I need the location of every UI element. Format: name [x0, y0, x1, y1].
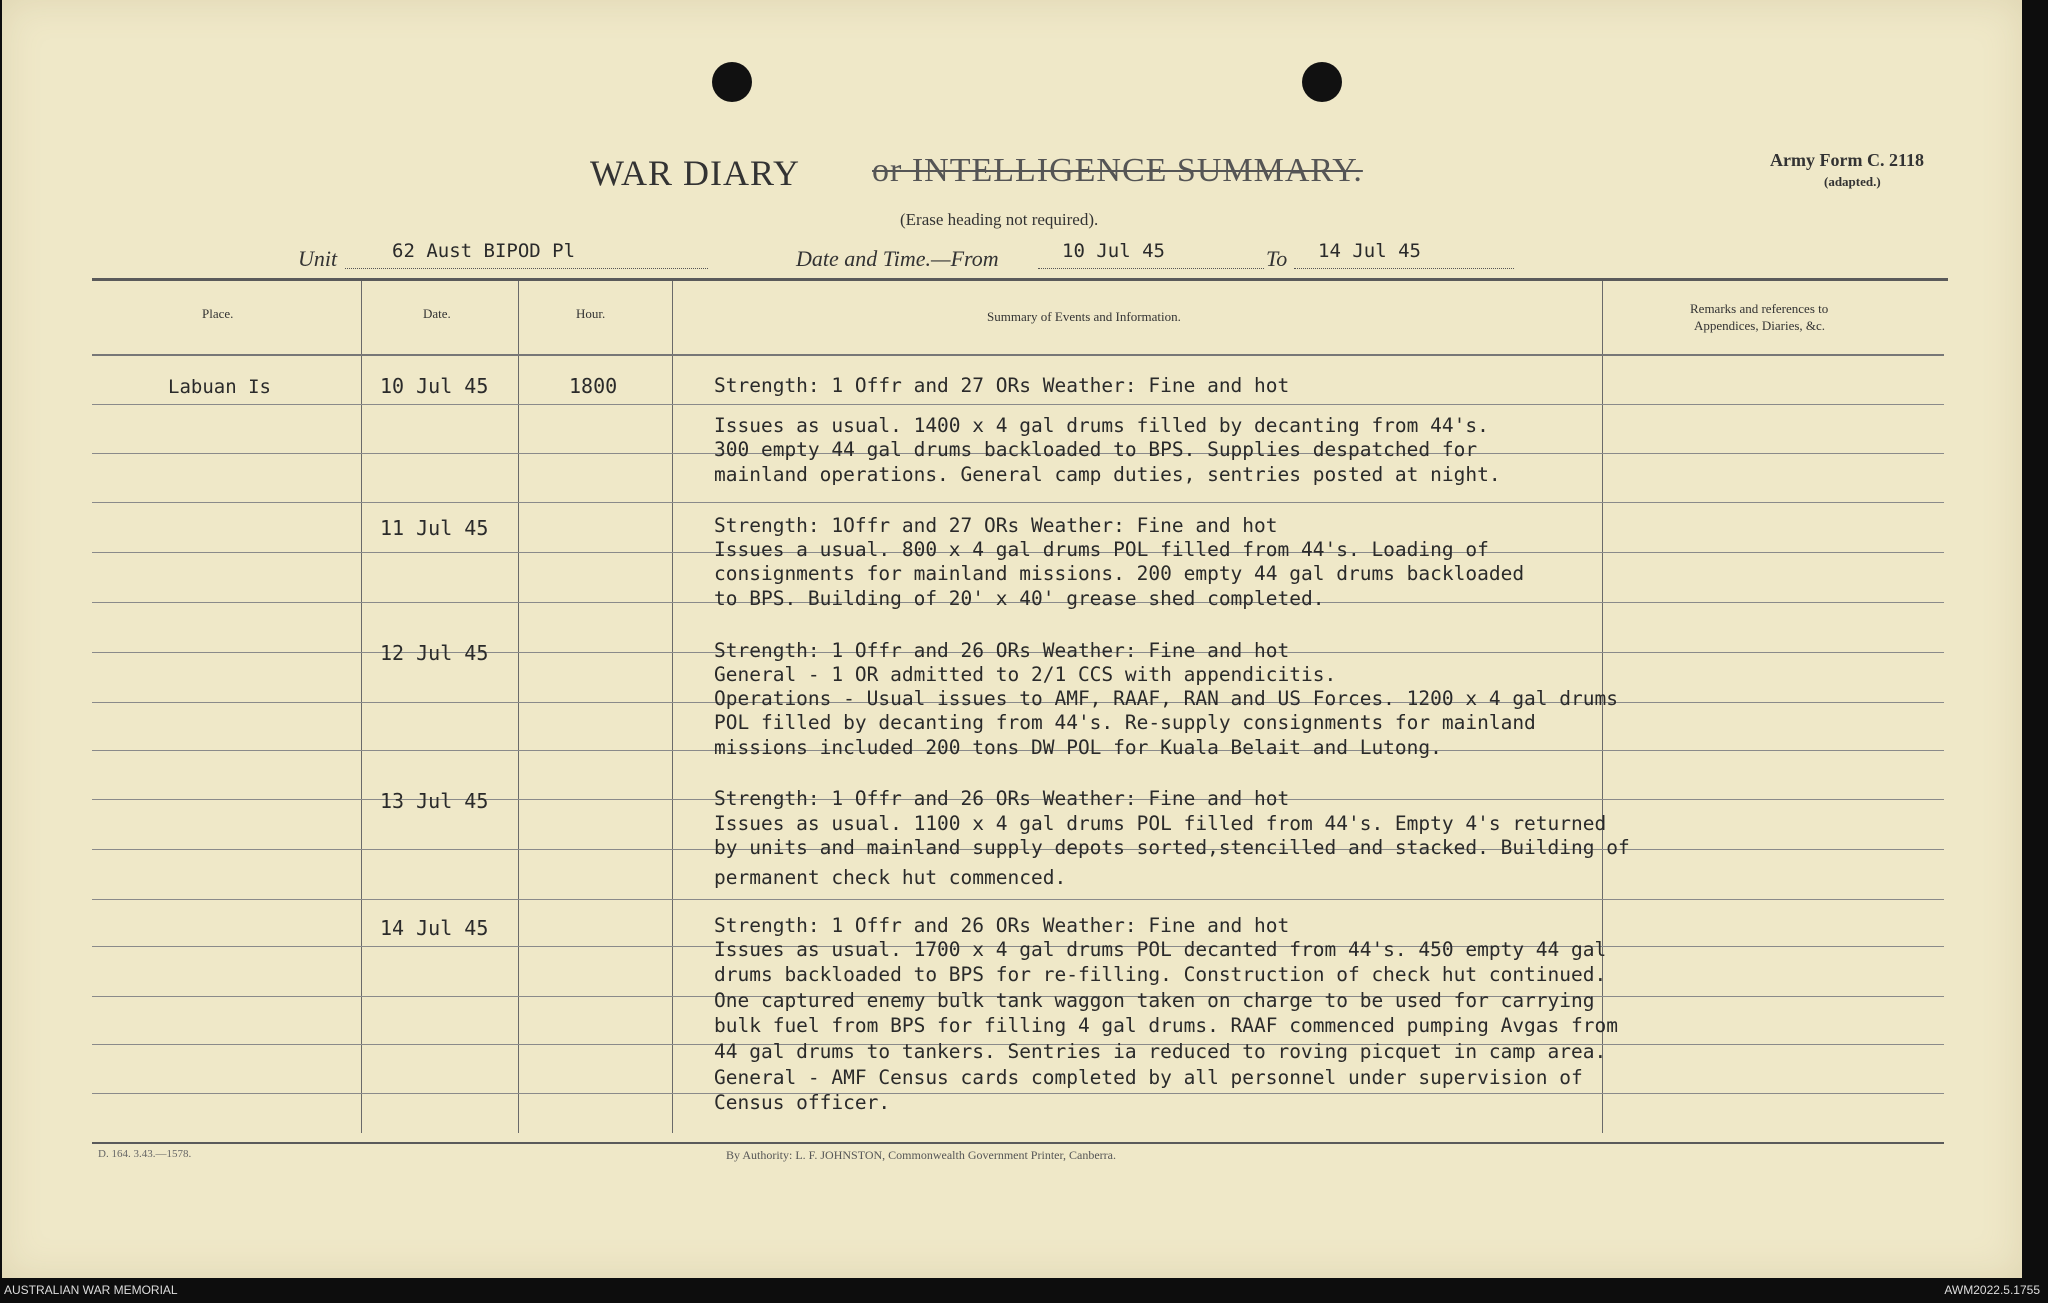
- date-from-value: 10 Jul 45: [1062, 240, 1165, 262]
- archive-accession-number: AWM2022.5.1755: [1944, 1283, 2040, 1297]
- entry-line: General - 1 OR admitted to 2/1 CCS with appendicitis.: [714, 663, 1337, 686]
- entry-date: 13 Jul 45: [380, 789, 489, 813]
- entry-line: POL filled by decanting from 44's. Re-supply consignments for mainland: [714, 711, 1536, 734]
- entry-line: Strength: 1 Offr and 26 ORs Weather: Fine and hot: [714, 639, 1290, 662]
- table-top-rule: [92, 278, 1948, 281]
- ruled-line: [92, 899, 1944, 900]
- date-from-underline: [1038, 268, 1264, 269]
- entry-line: Issues a usual. 800 x 4 gal drums POL filled from 44's. Loading of: [714, 538, 1489, 561]
- column-header-date: Date.: [423, 306, 451, 321]
- entry-line: 44 gal drums to tankers. Sentries ia reduced to roving picquet in camp area.: [714, 1040, 1607, 1063]
- date-to-label: To: [1266, 246, 1288, 271]
- entry-line: Issues as usual. 1400 x 4 gal drums filled by decanting from 44's.: [714, 414, 1489, 437]
- entry-line: mainland operations. General camp duties, sentries posted at night.: [714, 463, 1501, 486]
- entry-line: One captured enemy bulk tank waggon taken on charge to be used for carrying: [714, 989, 1595, 1012]
- entry-line: General - AMF Census cards completed by all personnel under supervision of: [714, 1066, 1583, 1089]
- title-intelligence-summary-struck: or INTELLIGENCE SUMMARY.: [872, 152, 1363, 189]
- date-to-value: 14 Jul 45: [1318, 240, 1421, 262]
- entry-line: Issues as usual. 1700 x 4 gal drums POL decanted from 44's. 450 empty 44 gal: [714, 938, 1607, 961]
- entry-date: 12 Jul 45: [380, 641, 489, 665]
- unit-underline: [345, 268, 708, 269]
- army-form-adapted: (adapted.): [1824, 174, 1881, 189]
- date-to-underline: [1294, 268, 1514, 269]
- heading-erase-note: (Erase heading not required).: [900, 210, 1099, 229]
- entry-line: 300 empty 44 gal drums backloaded to BPS. Supplies despatched for: [714, 438, 1478, 461]
- column-header-place: Place.: [202, 306, 234, 321]
- ruled-line: [92, 1093, 1944, 1094]
- column-header-summary: Summary of Events and Information.: [987, 309, 1181, 324]
- entry-line: to BPS. Building of 20' x 40' grease shed completed.: [714, 587, 1325, 610]
- archive-source-label: AUSTRALIAN WAR MEMORIAL: [4, 1283, 178, 1297]
- entry-line: Census officer.: [714, 1091, 891, 1114]
- column-divider-place: [361, 281, 362, 1133]
- unit-label: Unit: [298, 246, 338, 271]
- table-bottom-rule: [92, 1142, 1944, 1144]
- column-header-remarks-line2: Appendices, Diaries, &c.: [1694, 318, 1826, 333]
- title-war-diary: WAR DIARY: [590, 153, 801, 193]
- entry-line: by units and mainland supply depots sorted,stencilled and stacked. Building of: [714, 836, 1630, 859]
- diary-page: [2, 0, 2022, 1278]
- entry-line: bulk fuel from BPS for filling 4 gal drums. RAAF commenced pumping Avgas from: [714, 1014, 1618, 1037]
- entry-date: 11 Jul 45: [380, 516, 489, 540]
- ruled-line: [92, 354, 1944, 356]
- punch-hole-right: [1302, 62, 1342, 102]
- entry-line: drums backloaded to BPS for re-filling. Construction of check hut continued.: [714, 963, 1607, 986]
- entry-line: Strength: 1Offr and 27 ORs Weather: Fine and hot: [714, 514, 1278, 537]
- column-header-remarks-line1: Remarks and references to: [1690, 301, 1829, 316]
- column-divider-hour: [672, 281, 673, 1133]
- column-header-hour: Hour.: [576, 306, 606, 321]
- entry-line: missions included 200 tons DW POL for Kuala Belait and Lutong.: [714, 736, 1442, 759]
- entry-line: Issues as usual. 1100 x 4 gal drums POL filled from 44's. Empty 4's returned: [714, 812, 1607, 835]
- unit-value: 62 Aust BIPOD Pl: [392, 240, 576, 262]
- date-time-from-label: Date and Time.—From: [796, 246, 999, 271]
- entry-line: permanent check hut commenced.: [714, 866, 1067, 889]
- ruled-line: [92, 404, 1944, 405]
- entry-date: 10 Jul 45: [380, 374, 489, 398]
- entry-line: Strength: 1 Offr and 27 ORs Weather: Fine and hot: [714, 374, 1290, 397]
- hour-value: 1800: [569, 374, 618, 398]
- entry-line: consignments for mainland missions. 200 empty 44 gal drums backloaded: [714, 562, 1525, 585]
- punch-hole-left: [712, 62, 752, 102]
- place-value: Labuan Is: [168, 376, 271, 398]
- entry-date: 14 Jul 45: [380, 916, 489, 940]
- army-form-number: Army Form C. 2118: [1770, 150, 1924, 170]
- entry-line: Operations - Usual issues to AMF, RAAF, RAN and US Forces. 1200 x 4 gal drums: [714, 687, 1618, 710]
- printer-authority: By Authority: L. F. JOHNSTON, Commonwealth Government Printer, Canberra.: [726, 1148, 1116, 1162]
- entry-line: Strength: 1 Offr and 26 ORs Weather: Fine and hot: [714, 914, 1290, 937]
- form-print-code: D. 164. 3.43.—1578.: [98, 1148, 192, 1160]
- column-divider-date: [518, 281, 519, 1133]
- ruled-line: [92, 502, 1944, 503]
- entry-line: Strength: 1 Offr and 26 ORs Weather: Fine and hot: [714, 787, 1290, 810]
